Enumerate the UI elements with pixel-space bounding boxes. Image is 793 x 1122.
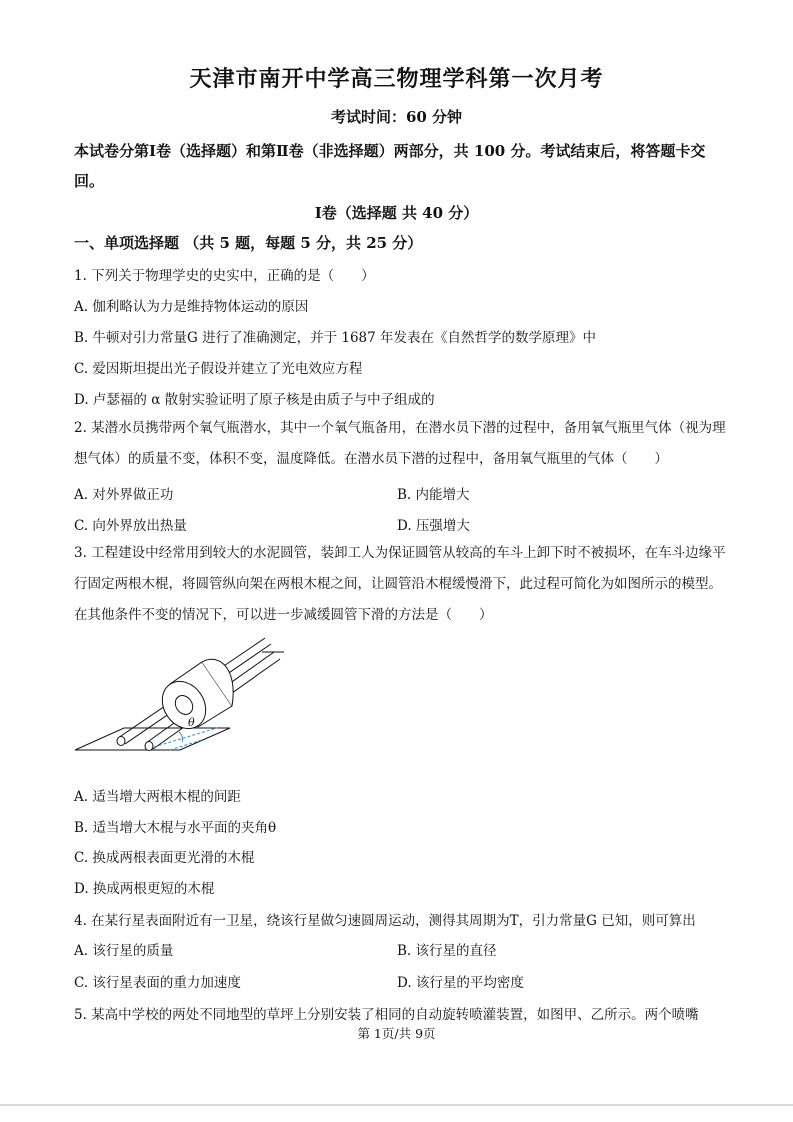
question-1-stem: 1. 下列关于物理学史的史实中，正确的是（ ）	[74, 268, 375, 284]
exam-time: 考试时间：60 分钟	[330, 108, 463, 126]
question-3-option-b: B. 适当增大木棍与水平面的夹角θ	[74, 820, 277, 836]
question-4-option-c: C. 该行星表面的重力加速度	[74, 975, 241, 991]
question-4-option-b: B. 该行星的直径	[397, 943, 497, 959]
question-3-option-c: C. 换成两根表面更光滑的木棍	[74, 850, 255, 866]
rod-2-end	[145, 742, 153, 751]
question-4-option-d: D. 该行星的平均密度	[397, 975, 524, 991]
question-1-option-a: A. 伽利略认为力是维持物体运动的原因	[74, 299, 309, 315]
question-4-option-a: A. 该行星的质量	[74, 943, 174, 959]
part-heading: Ⅰ卷（选择题 共 40 分）	[314, 204, 479, 222]
question-4-stem: 4. 在某行星表面附近有一卫星，绕该行星做匀速圆周运动，测得其周期为T，引力常量G 已知，则可算出	[74, 913, 696, 929]
page-number: 第 1页/共 9页	[357, 1026, 436, 1041]
question-3-option-a: A. 适当增大两根木棍的间距	[74, 789, 241, 805]
rod-1-end	[117, 737, 125, 746]
question-1-option-d: D. 卢瑟福的 α 散射实验证明了原子核是由质子与中子组成的	[74, 392, 435, 408]
question-2-option-b: B. 内能增大	[397, 487, 470, 503]
question-2-option-a: A. 对外界做正功	[74, 487, 174, 503]
question-5-stem: 5. 某高中学校的两处不同地型的草坪上分别安装了相同的自动旋转喷灌装置，如图甲、乙所示。两个喷嘴	[74, 1007, 699, 1023]
inclined-rods-pipe-figure	[70, 632, 300, 762]
question-3-stem: 3. 工程建设中经常用到较大的水泥圆管，装卸工人为保证圆管从较高的车斗上卸下时不被损坏，在车斗边缘平行固定两根木棍，将圆管纵向架在两根木棍之间，让圆管沿木棍缓慢滑下，此过程可简化为如图所示的模型。在其他条件不变的情况下，可以进一步减缓圆管下滑的方法是（ ）	[74, 545, 726, 623]
question-2-stem: 2. 某潜水员携带两个氧气瓶潜水，其中一个氧气瓶备用，在潜水员下潜的过程中，备用氧气瓶里气体（视为理想气体）的质量不变，体积不变，温度降低。在潜水员下潜的过程中，备用氧气瓶里的气体（ ）	[74, 420, 726, 467]
question-2-option-d: D. 压强增大	[397, 518, 470, 534]
page-title: 天津市南开中学高三物理学科第一次月考	[189, 66, 604, 92]
horizontal-reference-line	[170, 740, 202, 750]
exam-instructions: 本试卷分第Ⅰ卷（选择题）和第Ⅱ卷（非选择题）两部分，共 100 分。考试结束后，将答题卡交回。	[74, 142, 706, 190]
question-2-option-c: C. 向外界放出热量	[74, 518, 187, 534]
angle-arc	[178, 731, 183, 742]
question-3-option-d: D. 换成两根更短的木棍	[74, 881, 215, 897]
question-1-option-c: C. 爱因斯坦提出光子假设并建立了光电效应方程	[74, 361, 363, 377]
question-1-option-b: B. 牛顿对引力常量G 进行了准确测定，并于 1687 年发表在《自然哲学的数学原理》中	[74, 330, 597, 346]
section-heading: 一、单项选择题 （共 5 题，每题 5 分，共 25 分）	[74, 234, 423, 252]
angle-theta-label: θ	[188, 716, 195, 729]
page-divider	[0, 1104, 793, 1106]
